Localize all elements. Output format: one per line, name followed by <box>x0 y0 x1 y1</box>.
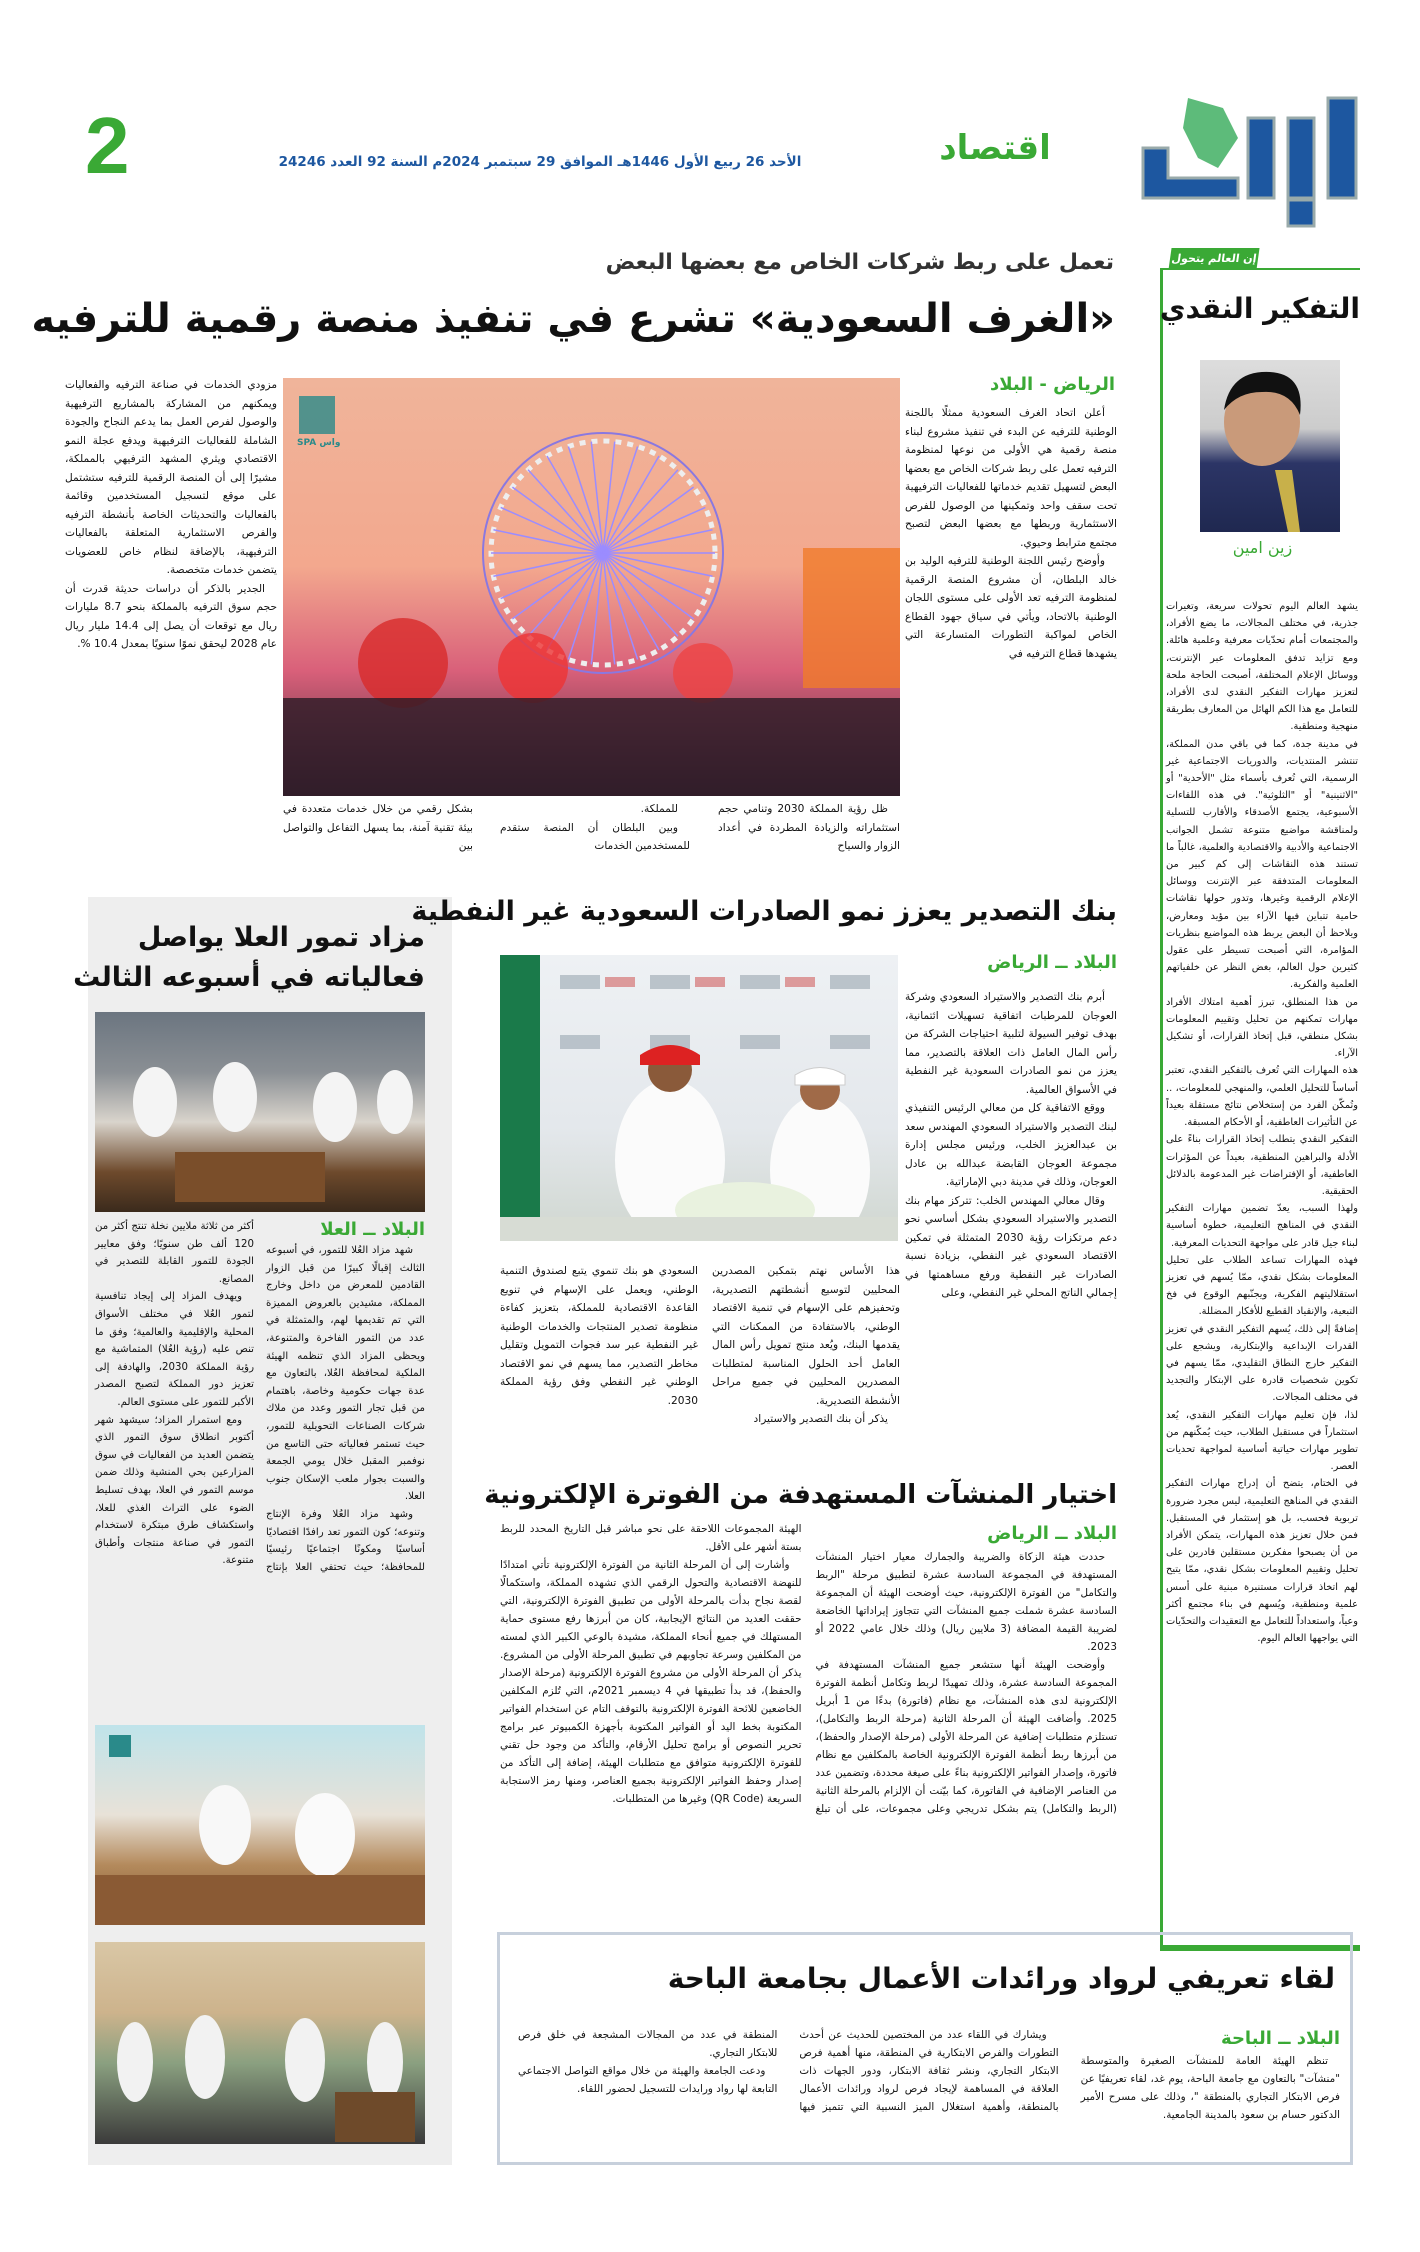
wheel-spoke <box>501 507 603 553</box>
baha-headline: لقاء تعريفي لرواد ورائدات الأعمال بجامعة الباحة <box>667 1962 1335 1995</box>
paragraph: في الختام، يتضح أن إدراج مهارات التفكير النقدي في المناهج التعليمية، ليس مجرد ضرورة تربوية فحسب، بل هو إستثمار في المستقبل. فمن خلال تعزيز هذه المهارات، يتمكن الأفراد من أن يصبحوا مفكرين مستقلين قادرين على تحليل وتقييم المعلومات بشكل نقدي، ممّا يتيح لهم اتخاذ قرارات مستنيرة مبنية على أسس علمية ومنطقية، ويُسهم في بناء مجتمع أكثر وعياً، واستعداداً للتعامل مع التعقيدات والتحدّيات التي يواجهها العالم اليوم. <box>1166 1478 1358 1645</box>
ula-photo-2 <box>95 1725 425 1925</box>
paragraph: ولهذا السبب، يعدّ تضمين مهارات التفكير النقدي في المناهج التعليمية، خطوة أساسية لبناء جيل قادر على مواجهة التحديات المعرفية. <box>1166 1203 1358 1249</box>
paragraph: يذكر أن بنك التصدير والاستيراد <box>753 1413 888 1425</box>
paragraph: ظل رؤية المملكة 2030 وتنامي حجم استثماراته والزيادة المطردة في أعداد الزوار والسياح <box>718 803 900 852</box>
paragraph: للمملكة. <box>640 803 678 815</box>
paragraph: هذه المهارات التي تُعرف بالتفكير النقدي، تعتبر أساساً للتحليل العلمي، والمنهجي للمعلومات، .. وتُمكّن الفرد من إستخلاص نتائج مستقلة بعيداً عن التأثيرات العاطفية، أو الأحكام المسبقة. <box>1166 1065 1358 1129</box>
paragraph: وأشارت إلى أن المرحلة الثانية من الفوترة الإلكترونية تأتي امتدادًا للنهضة الاقتصادية والتحول الرقمي الذي تشهده المملكة، واستكمالًا لقصة نجاح بدأت بالمرحلة الأولى من تطبيق الفوترة الإلكترونية، التي حققت العديد من النتائج الإيجابية، كان من أبرزها رفع مستوى حماية المستهلك في جميع أنحاء المملكة، مشيدة بالوعي الكبير الذي لمسته من المكلفين وسرعة تجاوبهم في تطبيق المرحلة الأولى من المشروع. يذكر أن المرحلة الأولى من مشروع الفوترة الإلكترونية (مرحلة الإصدار والحفظ)، قد بدأ تطبيقها في 4 ديسمبر 2021م، التي تُلزم المكلفين الخاضعين للائحة الفوترة الإلكترونية بالتوقف التام عن استخدام الفواتير المكتوبة بخط اليد أو الفواتير المكتوبة بأجهزة الكمبيوتر عبر برامج تحرير النصوص أو برامج تحليل الأرقام، والتأكد من وجود حل تقني للفوترة الإلكترونية متوافق مع متطلبات الهيئة، إضافة إلى التأكد من إصدار وحفظ الفواتير الإلكترونية بجميع العناصر، ومنها رمز الاستجابة السريعة (QR Code) وغيرها من المتطلبات. <box>500 1559 802 1805</box>
export-col-left <box>500 1262 698 1410</box>
ula-headline-1: مزاد تمور العلا يواصل <box>137 922 425 953</box>
wheel-spoke <box>603 507 705 553</box>
paragraph: أعلن اتحاد الغرف السعودية ممثلًا باللجنة الوطنية للترفيه عن البدء في تنفيذ مشروع لبناء منصة رقمية هي الأولى من نوعها لمنظومة الترفيه تعمل على ربط شركات الخاص مع بعضها البعض لتسهيل تقديم خدماتها للفعاليات الترفيهية تحت سقف واحد وتمكينها من الوصول للفرص الاستثمارية وربطها مع بعضها البعض لتصبح مجتمع مترابط وحيوي. <box>905 407 1117 549</box>
einvoice-byline: البلاد ــ الرياض <box>987 1523 1117 1544</box>
paragraph: تنظم الهيئة العامة للمنشآت الصغيرة والمتوسطة "منشآت" بالتعاون مع جامعة الباحة، يوم غد، لقاء تعريفيًا عن فرص الابتكار التجاري بالمنطقة "، وذلك على مسرح الأمير الدكتور حسام بن سعود بالمدينة الجامعية. <box>1080 2055 1340 2121</box>
lead-byline: الرياض - البلاد <box>989 374 1115 395</box>
export-byline: البلاد ــ الرياض <box>987 952 1117 973</box>
masthead-logo <box>1128 88 1364 228</box>
lead-col-caption-3 <box>283 800 473 856</box>
paragraph: السعودي هو بنك تنموي يتبع لصندوق التنمية الوطني، ويعمل على الإسهام في تنويع القاعدة الاقتصادية للمملكة، بتعزيز كفاءة منظومة تصدير المنتجات والخدمات الوطنية غير النفطية عبر سد فجوات التمويل وتقليل مخاطر التصدير، مما يسهم في نمو الاقتصاد الوطني غير النفطي وفق رؤية المملكة 2030. <box>500 1265 698 1407</box>
paragraph: ومع استمرار المزاد؛ سيشهد شهر أكتوبر انطلاق سوق التمور الذي يتضمن العديد من الفعاليات في سوق المزارعين بحي المنشية وذلك ضمن موسم التمور في العلا، بهدف تسليط الضوء على التراث الغذي للعلا، واستكشاف طرق مبتكرة لاستخدام التمور في صناعة منتجات وأطباق متنوعة. <box>95 1414 254 1567</box>
paragraph: شهد مزاد العُلا للتمور، في أسبوعه الثالث إقبالًا كبيرًا من قبل الزوار القادمين للمعرض من داخل وخارج المملكة، مشيدين بالعروض المميزة التي تم تقديمها لهم، والمتمثلة في عدد من التمور الفاخرة والمتنوعة، ويحظى المزاد الذي تنظمه الهيئة الملكية لمحافظة العُلا، بالتعاون مع عدة جهات حكومية وخاصة، باهتمام من قبل تجار التمور وعدد من ملاك شركات الصناعات التحويلية للتمور، حيث تستمر فعالياته حتى التاسع من نوفمبر المقبل خلال يومي الجمعة والسبت بجوار ملعب الإسكان جنوب العلا. <box>266 1245 425 1503</box>
paragraph: لذا، فإن تعليم مهارات التفكير النقدي، يُعد استثماراً في مستقبل الطلاب، حيث يُمكّنهم من تطوير مهارات حياتية أساسية لمواجهة تحديات العصر. <box>1166 1409 1358 1473</box>
einvoice-headline: اختيار المنشآت المستهدفة من الفوترة الإلكترونية <box>484 1480 1117 1510</box>
wheel-spoke <box>603 553 678 636</box>
wheel-spoke <box>528 553 603 636</box>
paragraph: وبين البلطان أن المنصة ستقدم للمستخدمين الخدمات <box>500 821 690 852</box>
lead-kicker: تعمل على ربط شركات الخاص مع بعضها البعض <box>605 250 1114 275</box>
lead-headline: «الغرف السعودية» تشرع في تنفيذ منصة رقمية للترفيه <box>31 296 1115 342</box>
paragraph: من هذا المنطلق، تبرز أهمية امتلاك الأفراد مهارات تمكنهم من تحليل وتقييم المعلومات بشكل منطقي، قبل إتخاذ القرارات، أو تشكيل الآراء. <box>1166 996 1358 1060</box>
column-body <box>1166 598 1358 1647</box>
paragraph: يشهد العالم اليوم تحولات سريعة، وتغيرات جذرية، في مختلف المجالات، ما يضع الأفراد، والمجتمعات أمام تحدّيات معرفية وعلمية هائلة. ومع تزايد تدفق المعلومات عبر الإنترنت، ووسائل الإعلام المختلفة، أصبحت الحاجة ملحة لتعزيز مهارات التفكير النقدي لدى الأفراد، للتعامل مع هذا الكم الهائل من المعارف بطريقة منهجية ومنطقية. <box>1166 601 1358 733</box>
author-photo <box>1200 360 1340 532</box>
lead-col-caption-2 <box>500 800 690 856</box>
ula-photo-3 <box>95 1942 425 2144</box>
paragraph: إضافةً إلى ذلك، يُسهم التفكير النقدي في تعزيز القدرات الإبداعية والإبتكارية، ويشجع على التفكير خارج النطاق التقليدي، ممّا يسهم في تكوين شخصيات قادرة على الإبتكار والتجديد في مختلف المجالات. <box>1166 1323 1358 1404</box>
lead-col-right <box>905 404 1117 663</box>
column-title: التفكير النقدي <box>1159 292 1360 325</box>
paragraph: التفكير النقدي يتطلب إتخاذ القرارات بناءً على الأدلة والبراهين المنطقية، بعيداً عن المؤثرات العاطفية، أو الإفتراضات غير المدعومة بالدلائل الحقيقية. <box>1166 1134 1358 1197</box>
export-headline: بنك التصدير يعزز نمو الصادرات السعودية غير النفطية <box>411 896 1117 927</box>
paragraph: هذا الأساس نهتم بتمكين المصدرين المحليين لتوسيع أنشطتهم التصديرية، وتحفيزهم على الإسهام في تنمية الاقتصاد الوطني، بالاستفادة من الممكنات التي يقدمها البنك، ويُعد منتج تمويل رأس المال العامل أحد الحلول المناسبة لمتطلبات المصدرين المحليين في جميع مراحل الأنشطة التصديرية. <box>712 1265 900 1407</box>
paragraph: وقال معالي المهندس الخلب: تتركز مهام بنك التصدير والاستيراد السعودي بشكل أساسي نحو دعم مرتكزات رؤية 2030 المتمثلة في تمكين الاقتصاد السعودي غير النفطي، بزيادة نسبة الصادرات غير النفطية ورفع مساهمتها في إجمالي الناتج المحلي غير النفطي، وعلى <box>905 1194 1117 1299</box>
export-col-right <box>905 988 1117 1303</box>
author-name: زين امين <box>1232 538 1293 557</box>
ula-headline-2: فعالياته في أسبوعه الثالث <box>73 962 425 993</box>
paragraph: الجدير بالذكر أن دراسات حديثة قدرت أن حجم سوق الترفيه بالمملكة بنحو 8.7 مليارات ريال مع توقعات أن يصل إلى 14.4 مليار ريال عام 2028 ليحقق نموًا سنويًا بمعدل 10.4 %. <box>65 582 277 650</box>
export-col-mid <box>712 1262 900 1429</box>
ula-byline: البلاد ــ العلا <box>320 1219 425 1240</box>
photo-credit-logo: واس SPA <box>297 438 341 448</box>
section-name: اقتصاد <box>939 128 1051 168</box>
lead-photo <box>283 378 900 796</box>
paragraph: ويشارك في اللقاء عدد من المختصين للحديث عن أحدث التطورات والفرص الابتكارية في المنطقة، منها أهمية فرص الابتكار التجاري، ونشر ثقافة الابتكار، ودور الجهات ذات العلاقة في المساهمة لإيجاد فرص لرواد ورائدات الأعمال بالمنطقة، وأهمية استغلال الميز النسبية التي تتميز فيها المنطقة في عدد من المجالات المشجعة في خلق فرص للابتكار التجاري. <box>518 2029 1059 2113</box>
wheel-spoke <box>603 553 705 599</box>
dateline: الأحد 26 ربيع الأول 1446هـ الموافق 29 سبتمبر 2024م السنة 92 العدد 24246 <box>278 154 802 170</box>
paragraph: في مدينة جدة، كما في باقي مدن المملكة، تنتشر المنتديات، والدوريات الاجتماعية غير الرسمية، التي تُعرف بأسماء مثل "الأحدية" أو "الاثنينية" أو "الثلوثية". في هذه اللقاءات الأسبوعية، يجتمع الأصدقاء والأقارب للتسلية ولمناقشة مواضيع متنوعة تشمل الجوانب الاجتماعية والأدبية والاقتصادية والعلمية، غالباً ما تستند هذه النقاشات إلى كم كبير من المعلومات المتدفقة عبر الإنترنت ووسائل الإعلام الرقمية وغيرها، وتدور حولها نقاشات حامية تتباين فيها الآراء بين مؤيد ومعارض، ويلاحظ أن البعض يربط هذه المواضيع بنظريات المؤامرة، التي أصبحت تسيطر على عقول كثيرين حول العالم، بغض النظر عن خلفياتهم العلمية والفكرية. <box>1166 738 1358 991</box>
paragraph: فهذه المهارات تساعد الطلاب على تحليل المعلومات بشكل نقدي، ممّا يُسهم في تعزيز استقلاليتهم الفكرية، ويجنّبهم الوقوع في فخ التبعية، والإنقياد القطيع للأفكار المضللة. <box>1166 1254 1358 1318</box>
wheel-spoke <box>501 553 603 599</box>
ula-body <box>95 1218 425 1718</box>
paragraph: ويهدف المزاد إلى إيجاد تنافسية لتمور العُلا في مختلف الأسواق المحلية والإقليمية والعالمية؛ وفق ما تنص عليه (رؤية العُلا) المتماشية مع رؤية المملكة 2030، والهادفة إلى تعزيز دور المملكة لتصبح المصدر الأكبر للتمور على مستوى العالم. <box>95 1291 254 1408</box>
lead-col-caption-1 <box>718 800 900 856</box>
paragraph: حددت هيئة الزكاة والضريبة والجمارك معيار اختيار المنشآت المستهدفة في المجموعة السادسة عشرة لتطبيق مرحلة "الربط والتكامل" من الفوترة الإلكترونية، حيث أوضحت الهيئة أن المجموعة السادسة عشرة شملت جميع المنشآت التي تتجاوز إيراداتها الخاضعة لضريبة القيمة المضافة (3 ملايين ريال) وذلك خلال عامي 2022 أو 2023. <box>815 1551 1117 1653</box>
paragraph: مزودي الخدمات في صناعة الترفيه والفعاليات ويمكنهم من المشاركة بالمشاريع الترفيهية والوصول لفرص العمل بما يدعم النجاح والجودة الشاملة للفعاليات الترفيهية ويدفع عجلة النمو الاقتصادي ويثري المشهد الترفيهي بالمملكة، مشيرًا إلى أن المنصة الرقمية للترفيه ستشتمل على موقع لتسجيل المستخدمين وقائمة بالفعاليات والتحديثات الخاصة بأنشطة الترفيه والفرص الاستثمارية المتعلقة بالفعاليات الترفيهية، بالإضافة لنظام خاص للعضويات يتضمن خدمات متخصصة. <box>65 379 277 576</box>
einvoice-body <box>500 1520 1117 1920</box>
paragraph: أبرم بنك التصدير والاستيراد السعودي وشركة العوجان للمرطبات اتفاقية تسهيلات ائتمانية، بهدف توفير السيولة لتلبية احتياجات الشركة من رأس المال العامل ذات العلاقة بالتصدير، مما يعزز من نمو الصادرات السعودية غير النفطية في الأسواق العالمية. <box>905 991 1117 1096</box>
page-number: 2 <box>85 101 130 190</box>
lead-col-left <box>65 376 277 654</box>
baha-byline: البلاد ــ الباحة <box>1221 2028 1340 2049</box>
wheel-spoke <box>528 470 603 553</box>
paragraph: وشهد مزاد العُلا وفرة الإنتاج وتنوعه؛ كون التمور تعد رافدًا اقتصاديًا أساسيًا ومكونًا اجتماعيًا رئيسيًا للمحافظة؛ حيث تحتفي العلا بإنتاج أكثر من ثلاثة ملايين نخلة تنتج أكثر من 120 ألف طن سنويًا؛ وفق معايير الجودة للتمور القابلة للتصدير في المصانع. <box>95 1221 425 1573</box>
paragraph: بشكل رقمي من خلال خدمات متعددة في بيئة تقنية آمنة، بما يسهل التفاعل والتواصل بين <box>283 803 473 852</box>
wheel-spoke <box>603 470 678 553</box>
paragraph: وأوضحت الهيئة أنها ستشعر جميع المنشآت المستهدفة في المجموعة السادسة عشرة، وذلك تمهيدًا لربط وتكامل أنظمة الفوترة الإلكترونية لدى هذه المنشآت، مع نظام (فاتورة) بدءًا من 1 أبريل 2025. وأضافت الهيئة أن المرحلة الثانية (مرحلة الربط والتكامل)، تستلزم متطلبات إضافية عن المرحلة الأولى (مرحلة الإصدار والحفظ)، من أبرزها ربط أنظمة الفوترة الإلكترونية الخاصة بالمكلفين مع نظام فاتورة، وإصدار الفواتير الإلكترونية بناءً على صيغة محددة، وتضمين عدد من العناصر الإضافية في الفاتورة، كما بيّنت أن الإلزام بالمرحلة الثانية (الربط والتكامل) يتم بشكل تدريجي وعلى مجموعات، على أن تبلغ الهيئة المجموعات اللاحقة على نحو مباشر قبل التاريخ المحدد للربط بستة أشهر على الأقل. <box>500 1523 1117 1815</box>
ula-photo-1 <box>95 1012 425 1212</box>
paragraph: ووقع الاتفاقية كل من معالي الرئيس التنفيذي لبنك التصدير والاستيراد السعودي المهندس سعد بن عبدالعزيز الخلب، ورئيس مجلس إدارة مجموعة العوجان القابضة عبدالله بن عادل العوجان، وذلك في مدينة دبي الإماراتية. <box>905 1102 1117 1188</box>
sidebar-tab: إن العالم يتحول ... <box>1168 248 1259 270</box>
paragraph: ودعت الجامعة والهيئة من خلال مواقع التواصل الاجتماعي التابعة لها رواد ورايدات للتسجيل لحضور اللقاء. <box>518 2065 778 2095</box>
baha-body <box>518 2026 1340 2158</box>
paragraph: وأوضح رئيس اللجنة الوطنية للترفيه الوليد بن خالد البلطان، أن مشروع المنصة الرقمية لمنظومة الترفيه تعد الأولى على مستوى اللجان الوطنية بالاتحاد، ويأتي في سياق جهود القطاع الخاص لمواكبة التطورات المتسارعة التي يشهدها قطاع الترفيه في <box>905 555 1117 660</box>
export-photo <box>500 955 898 1241</box>
